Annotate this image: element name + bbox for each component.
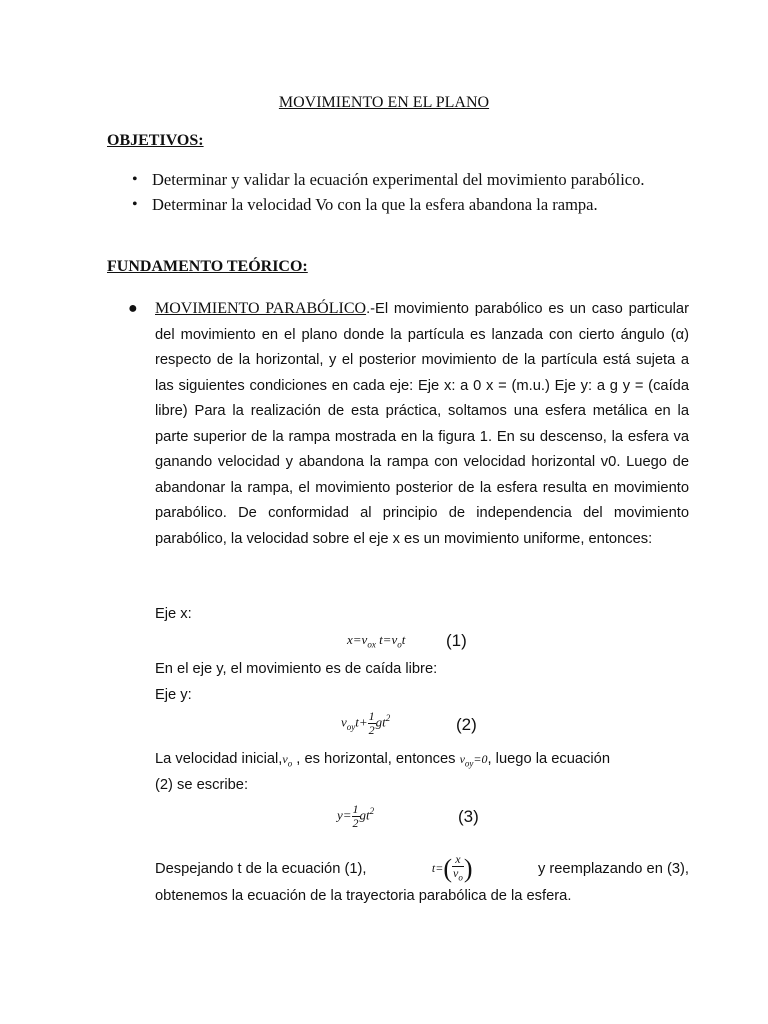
list-item: • Determinar la velocidad Vo con la que la esfera abandona la rampa. — [132, 195, 598, 214]
bullet-icon: • — [132, 196, 138, 213]
theory-heading: FUNDAMENTO TEÓRICO: — [107, 258, 308, 275]
caida-libre-text: En el eje y, el movimiento es de caída libre: — [155, 661, 438, 677]
equation-1-number: (1) — [446, 631, 467, 650]
equation-3-number: (3) — [458, 807, 479, 826]
despejando-text: Despejando t de la ecuación (1), t= ( $\frac{x}{v_o}$ ) y reemplazando en (3), — [155, 852, 689, 883]
document-title: MOVIMIENTO EN EL PLANO — [278, 94, 490, 111]
bullet-icon: • — [132, 171, 138, 188]
equation-1: $x=v_{ox}$ $t=v_ot$ — [347, 632, 406, 650]
objectives-list — [128, 168, 688, 218]
bullet-icon: ● — [128, 300, 138, 317]
vo-symbol: $v_o$ — [282, 752, 293, 769]
list-item: • Determinar y validar la ecuación experimental del movimiento parabólico. — [132, 170, 645, 189]
theory-paragraph — [128, 296, 689, 552]
t-equation: t= ( $\frac{x}{v_o}$ ) — [431, 852, 473, 883]
eje-y-label: Eje y: — [155, 687, 192, 703]
eje-x-label: Eje x: — [155, 606, 192, 622]
theory-lead: MOVIMIENTO PARABÓLICO — [155, 300, 367, 317]
se-escribe-text: (2) se escribe: — [155, 777, 249, 793]
voy-zero-symbol: $v_{oy}=0$ — [459, 752, 488, 769]
equation-3: y= $\frac{1}{2}$ $gt^2$ — [337, 802, 375, 830]
equation-2: $v_{oy}t+$ $\frac{1}{2}$ $gt^2$ — [341, 709, 391, 737]
velocidad-inicial-text: La velocidad $inicial,v_o$ , es horizontal, entonces $v_{oy}=0$, luego la ecuación — [155, 751, 610, 769]
theory-text: .-El movimiento parabólico es un caso particular del movimiento en el plano donde la partícula es lanzada con cierto ángulo (α) respecto de la horizontal, y el posterior movimiento de la partícula está sujeta a las siguientes condiciones en cada eje: Eje x: a 0 x = (m.u.) Eje y: a g y = (caída libre) Para la realización de esta práctica, soltamos una esfera metálica en la parte superior de la rampa mostrada en la figura 1. En su descenso, la esfera va ganando velocidad y abandona la rampa con velocidad horizontal v0. Luego de abandonar la rampa, el movimiento posterior de la esfera resulta en movimiento parabólico. De conformidad al principio de independencia del movimiento parabólico, la velocidad sobre el eje x es un movimiento uniforme, entonces: — [155, 301, 689, 547]
objectives-heading: OBJETIVOS: — [107, 132, 204, 149]
equation-2-number: (2) — [456, 715, 477, 734]
obtenemos-text: obtenemos la ecuación de la trayectoria parabólica de la esfera. — [155, 888, 572, 904]
